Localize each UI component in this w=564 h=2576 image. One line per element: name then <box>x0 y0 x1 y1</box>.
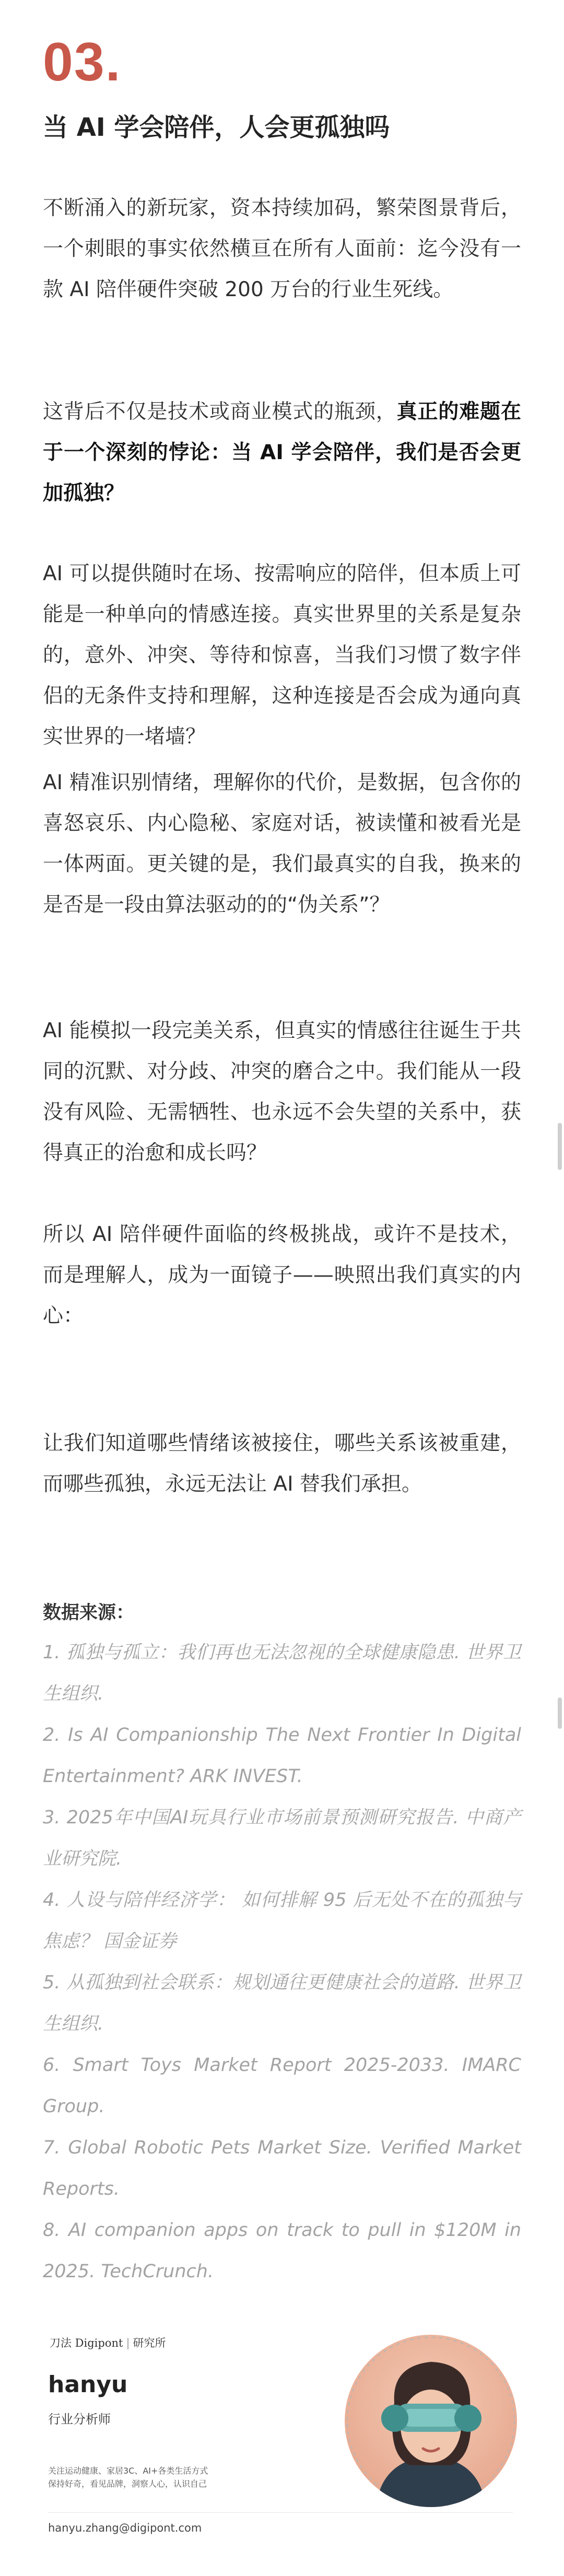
scroll-indicator[interactable] <box>558 1697 562 1729</box>
avatar-illustration <box>345 2335 517 2507</box>
source-item: 2. Is AI Companionship The Next Frontier In Digital Entertainment? ARK INVEST. <box>43 1725 521 1787</box>
brand-logo-text: 刀法 Digipont <box>50 2337 123 2349</box>
author-description <box>48 2464 273 2490</box>
author-desc-line: 关注运动健康、家居3C、AI+各类生活方式 <box>48 2466 208 2476</box>
paragraph-6: 所以 AI 陪伴硬件面临的终极挑战，或许不是技术，而是理解人，成为一面镜子——映照出我们真实的内心： <box>43 1223 521 1328</box>
scroll-indicator[interactable] <box>558 1123 562 1170</box>
source-item: 6. Smart Toys Market Report 2025-2033. IMARC Group. <box>43 2055 521 2117</box>
paragraph-4: AI 精准识别情绪，理解你的代价，是数据，包含你的喜怒哀乐、内心隐秘、家庭对话，被读懂和被看光是一体两面。更关键的是，我们最真实的自我，换来的是否是一段由算法驱动的的“伪关系”？ <box>43 771 521 917</box>
source-item: 4. 人设与陪伴经济学： 如何排解 95 后无处不在的孤独与焦虑？ 国金证券 <box>43 1890 521 1952</box>
sources-list <box>43 1632 521 2292</box>
section-number: 03. <box>43 32 122 92</box>
paragraph-7: 让我们知道哪些情绪该被接住，哪些关系该被重建，而哪些孤独，永远无法让 AI 替我们承担。 <box>43 1432 521 1496</box>
paragraph-5: AI 能模拟一段完美关系，但真实的情感往往诞生于共同的沉默、对分歧、冲突的磨合之中。我们能从一段没有风险、无需牺牲、也永远不会失望的关系中，获得真正的治愈和成长吗？ <box>43 1019 521 1165</box>
paragraph-2-text: 这背后不仅是技术或商业模式的瓶颈， <box>43 400 397 424</box>
brand-logo-suffix: 研究所 <box>133 2337 166 2349</box>
paragraph-3: AI 可以提供随时在场、按需响应的陪伴，但本质上可能是一种单向的情感连接。真实世界里的关系是复杂的，意外、冲突、等待和惊喜，当我们习惯了数字伴侣的无条件支持和理解，这种连接是否会成为通向真实世界的一堵墙？ <box>43 562 521 748</box>
brand-logo <box>50 2335 166 2350</box>
paragraph-2-emphasis: 真正的难题在于一个深刻的悖论：当 AI 学会陪伴，我们是否会更加孤独？ <box>43 400 521 505</box>
source-item: 8. AI companion apps on track to pull in $120M in 2025. TechCrunch. <box>43 2220 521 2282</box>
logo-separator: | <box>126 2337 130 2349</box>
sources-heading: 数据来源： <box>43 1602 135 1623</box>
author-desc-line: 保持好奇，看见品牌，洞察人心，认识自己 <box>48 2479 207 2489</box>
author-email[interactable]: hanyu.zhang@digipont.com <box>48 2522 202 2534</box>
section-title: 当 AI 学会陪伴，人会更孤独吗 <box>43 113 390 142</box>
author-avatar <box>345 2335 517 2507</box>
author-role: 行业分析师 <box>48 2412 111 2427</box>
source-item: 3. 2025年中国AI玩具行业市场前景预测研究报告. 中商产业研究院. <box>43 1807 521 1869</box>
source-item: 1. 孤独与孤立：我们再也无法忽视的全球健康隐患. 世界卫生组织. <box>43 1642 521 1704</box>
paragraph-2 <box>43 392 521 514</box>
author-name: hanyu <box>48 2371 128 2398</box>
source-item: 7. Global Robotic Pets Market Size. Verified Market Reports. <box>43 2137 521 2199</box>
source-item: 5. 从孤独到社会联系：规划通往更健康社会的道路. 世界卫生组织. <box>43 1972 521 2034</box>
paragraph-1: 不断涌入的新玩家，资本持续加码，繁荣图景背后，一个刺眼的事实依然横亘在所有人面前：迄今没有一款 AI 陪伴硬件突破 200 万台的行业生死线。 <box>43 196 521 301</box>
footer-divider <box>48 2512 513 2513</box>
